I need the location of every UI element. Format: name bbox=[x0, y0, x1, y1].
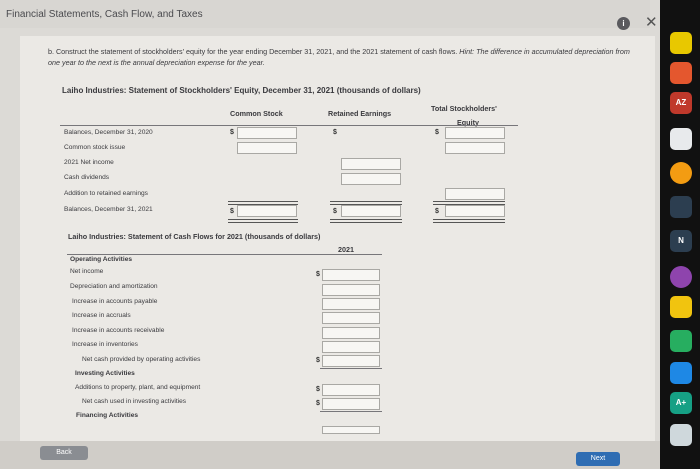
cashflow-header-rule bbox=[67, 254, 382, 255]
currency-sign: $ bbox=[435, 208, 439, 215]
total-stock-issue-input[interactable] bbox=[445, 142, 505, 154]
cashflow-row-label: Net cash used in investing activities bbox=[82, 398, 187, 405]
col-retained-earnings: Retained Earnings bbox=[328, 109, 392, 118]
equity-row-label: Common stock issue bbox=[64, 144, 126, 151]
col-total-line1: Total Stockholders' bbox=[431, 104, 497, 113]
total-rule bbox=[320, 411, 382, 412]
currency-sign: $ bbox=[333, 208, 337, 215]
currency-sign: $ bbox=[316, 400, 320, 407]
prompt-hint: Hint: The difference in accumulated depreciation from one year to the next is the annual depreciation expense for the year. bbox=[48, 47, 630, 67]
dock-app-notes[interactable]: N bbox=[670, 230, 692, 252]
currency-sign: $ bbox=[435, 129, 439, 136]
cashflow-row-label: Increase in inventories bbox=[72, 341, 138, 348]
window-title: Financial Statements, Cash Flow, and Taxes bbox=[6, 9, 203, 20]
dock-app-icon[interactable] bbox=[670, 424, 692, 446]
col-total-line2: Equity bbox=[457, 118, 479, 127]
dock-app-icon[interactable] bbox=[670, 162, 692, 184]
total-rule bbox=[330, 219, 402, 223]
total-rule bbox=[433, 219, 505, 223]
info-icon[interactable]: i bbox=[617, 17, 630, 30]
equity-row-label: Cash dividends bbox=[64, 174, 110, 181]
currency-sign: $ bbox=[316, 357, 320, 364]
cashflow-row-label: Increase in accounts payable bbox=[72, 298, 158, 305]
currency-sign: $ bbox=[230, 129, 234, 136]
currency-sign: $ bbox=[316, 386, 320, 393]
depreciation-input[interactable] bbox=[322, 284, 380, 296]
dock-app-aplus[interactable]: A+ bbox=[670, 392, 692, 414]
common-stock-2020-input[interactable] bbox=[237, 127, 297, 139]
common-stock-issue-input[interactable] bbox=[237, 142, 297, 154]
retained-earnings-2021-input[interactable] bbox=[341, 205, 401, 217]
total-addition-retained-input[interactable] bbox=[445, 188, 505, 200]
net-investing-cash-input[interactable] bbox=[322, 398, 380, 410]
common-stock-2021-input[interactable] bbox=[237, 205, 297, 217]
cashflow-row-label: Net cash provided by operating activities bbox=[82, 356, 201, 363]
equity-row-label: Balances, December 31, 2021 bbox=[64, 206, 153, 213]
net-income-input[interactable] bbox=[322, 269, 380, 281]
operating-activities-heading: Operating Activities bbox=[70, 256, 133, 263]
cashflow-row-label: Additions to property, plant, and equipment bbox=[75, 384, 201, 391]
currency-sign: $ bbox=[230, 208, 234, 215]
question-prompt bbox=[48, 46, 638, 68]
equity-row-label: Addition to retained earnings bbox=[64, 190, 148, 197]
currency-sign: $ bbox=[333, 129, 337, 136]
net-operating-cash-input[interactable] bbox=[322, 355, 380, 367]
equity-row-label: 2021 Net income bbox=[64, 159, 114, 166]
equity-row-label: Balances, December 31, 2020 bbox=[64, 129, 153, 136]
cash-dividends-input[interactable] bbox=[341, 173, 401, 185]
app-dock bbox=[660, 0, 700, 469]
accruals-input[interactable] bbox=[322, 312, 380, 324]
close-icon[interactable]: ✕ bbox=[645, 14, 658, 31]
dock-app-icon[interactable] bbox=[670, 330, 692, 352]
cashflow-row-label: Increase in accruals bbox=[72, 312, 131, 319]
dock-app-icon[interactable] bbox=[670, 196, 692, 218]
dock-app-icon[interactable] bbox=[670, 296, 692, 318]
financing-input[interactable] bbox=[322, 426, 380, 434]
title-bar bbox=[0, 0, 650, 28]
accounts-payable-input[interactable] bbox=[322, 298, 380, 310]
ppe-additions-input[interactable] bbox=[322, 384, 380, 396]
accounts-receivable-input[interactable] bbox=[322, 327, 380, 339]
dock-app-icon[interactable] bbox=[670, 266, 692, 288]
equity-header-rule bbox=[60, 125, 518, 126]
dock-app-icon[interactable] bbox=[670, 128, 692, 150]
equity-title: Laiho Industries: Statement of Stockholders' Equity, December 31, 2021 (thousands of dollars) bbox=[62, 86, 421, 95]
cashflow-row-label: Increase in accounts receivable bbox=[72, 327, 165, 334]
total-equity-2020-input[interactable] bbox=[445, 127, 505, 139]
dock-app-icon[interactable] bbox=[670, 362, 692, 384]
net-income-retained-input[interactable] bbox=[341, 158, 401, 170]
financing-activities-heading: Financing Activities bbox=[76, 412, 139, 419]
total-rule bbox=[320, 368, 382, 369]
total-rule bbox=[228, 219, 298, 223]
cashflow-row-label: Net income bbox=[70, 268, 104, 275]
cashflow-year: 2021 bbox=[338, 245, 354, 254]
back-button[interactable]: Back bbox=[40, 446, 88, 460]
next-button[interactable]: Next bbox=[576, 452, 620, 466]
cashflow-title: Laiho Industries: Statement of Cash Flows for 2021 (thousands of dollars) bbox=[68, 232, 321, 241]
inventories-input[interactable] bbox=[322, 341, 380, 353]
currency-sign: $ bbox=[316, 271, 320, 278]
dock-app-az[interactable]: AZ bbox=[670, 92, 692, 114]
dock-app-icon[interactable] bbox=[670, 62, 692, 84]
prompt-lead: b. Construct the statement of stockholders' equity for the year ending December 31, 2021, and the 2021 statement of cash flows. bbox=[48, 47, 460, 56]
investing-activities-heading: Investing Activities bbox=[75, 370, 135, 377]
total-equity-2021-input[interactable] bbox=[445, 205, 505, 217]
col-common-stock: Common Stock bbox=[230, 109, 283, 118]
dock-app-icon[interactable] bbox=[670, 32, 692, 54]
cashflow-row-label: Depreciation and amortization bbox=[70, 283, 158, 290]
